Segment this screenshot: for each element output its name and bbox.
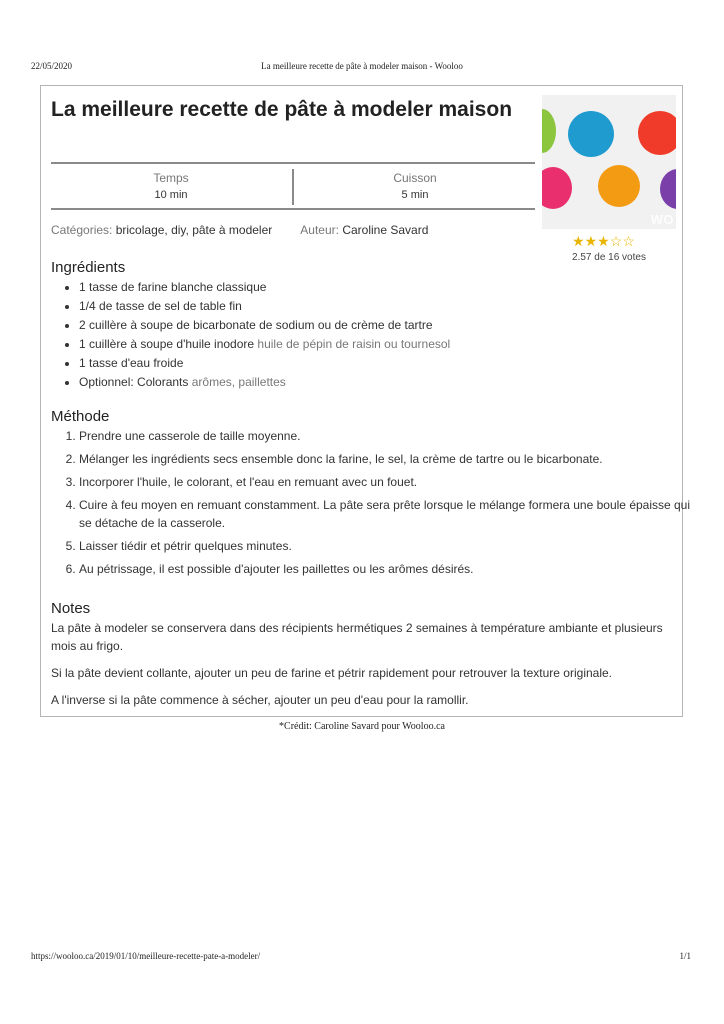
method-step: 1. Prendre une casserole de taille moyenne. <box>79 427 699 445</box>
note-paragraph: Si la pâte devient collante, ajouter un peu de farine et pétrir rapidement pour retrouver la texture originale. <box>51 666 612 680</box>
star-filled-icon[interactable]: ★ <box>572 233 585 249</box>
cook-time <box>295 164 535 201</box>
recipe-meta <box>51 223 428 237</box>
prep-time-label: Temps <box>153 171 189 185</box>
prep-time-value: 10 min <box>154 189 188 201</box>
cook-time-label: Cuisson <box>393 171 437 185</box>
ingredients-list <box>51 278 689 392</box>
ingredient-note: arômes, paillettes <box>188 375 286 389</box>
recipe-photo <box>542 95 676 229</box>
author-value[interactable]: Caroline Savard <box>342 223 429 237</box>
recipe-times <box>51 162 535 210</box>
notes-body <box>51 619 666 718</box>
star-filled-icon[interactable]: ★ <box>597 233 610 249</box>
ingredient-item: • 1/4 de tasse de sel de table fin <box>79 297 689 316</box>
playdough-ball-blue <box>568 111 614 157</box>
ingredient-item: • 1 cuillère à soupe d'huile inodore huile de pépin de raisin ou tournesol <box>79 335 689 354</box>
method-heading: Méthode <box>51 408 110 425</box>
method-step: 5. Laisser tiédir et pétrir quelques minutes. <box>79 537 699 555</box>
cook-time-value: 5 min <box>401 189 429 201</box>
times-divider <box>292 169 294 205</box>
star-filled-icon[interactable]: ★ <box>584 233 598 249</box>
ingredient-item: • 2 cuillère à soupe de bicarbonate de sodium ou de crème de tartre <box>79 316 689 335</box>
method-step: 3. Incorporer l'huile, le colorant, et l'eau en remuant avec un fouet. <box>79 473 699 491</box>
playdough-ball-green <box>542 109 556 153</box>
method-step: 4. Cuire à feu moyen en remuant constamment. La pâte sera prête lorsque le mélange formera une boule épaisse qui se détache de la casserole. <box>79 496 699 532</box>
method-step: 2. Mélanger les ingrédients secs ensemble donc la farine, le sel, la crème de tartre ou le bicarbonate. <box>79 450 699 468</box>
playdough-ball-orange <box>598 165 640 207</box>
ingredients-heading: Ingrédients <box>51 259 126 276</box>
prep-time <box>51 164 291 201</box>
method-step: 6. Au pétrissage, il est possible d'ajouter les paillettes ou les arômes désirés. <box>79 560 699 578</box>
star-empty-icon[interactable]: ☆ <box>622 233 635 249</box>
playdough-ball-pink <box>542 167 572 209</box>
categories-label: Catégories: <box>51 223 113 237</box>
ingredient-item: • 1 tasse de farine blanche classique <box>79 278 689 297</box>
print-url: https://wooloo.ca/2019/01/10/meilleure-recette-pate-a-modeler/ <box>31 951 261 961</box>
photo-watermark: WO <box>650 212 674 227</box>
rating-stars[interactable] <box>572 233 635 249</box>
playdough-ball-red <box>638 111 676 155</box>
note-paragraph: La pâte à modeler se conservera dans des récipients hermétiques 2 semaines à température ambiante et plusieurs mois au frigo. <box>51 621 663 653</box>
ingredient-item: • 1 tasse d'eau froide <box>79 354 689 373</box>
ingredient-item: • Optionnel: Colorants arômes, paillettes <box>79 373 689 392</box>
print-page-title: La meilleure recette de pâte à modeler maison - Wooloo <box>261 61 463 71</box>
note-paragraph: A l'inverse si la pâte commence à sécher, ajouter un peu d'eau pour la ramollir. <box>51 693 469 707</box>
rating-text: 2.57 de 16 votes <box>572 252 646 263</box>
playdough-ball-purple <box>660 169 676 209</box>
author-label: Auteur: <box>300 223 339 237</box>
ingredient-note: huile de pépin de raisin ou tournesol <box>254 337 451 351</box>
star-empty-icon[interactable]: ☆ <box>609 233 623 249</box>
photo-credit: *Crédit: Caroline Savard pour Wooloo.ca <box>279 721 445 732</box>
print-page-number: 1/1 <box>679 951 691 961</box>
method-list <box>51 427 699 583</box>
recipe-card <box>40 85 691 717</box>
print-date: 22/05/2020 <box>31 61 73 71</box>
notes-heading: Notes <box>51 600 91 617</box>
categories-value[interactable]: bricolage, diy, pâte à modeler <box>115 223 273 237</box>
recipe-title: La meilleure recette de pâte à modeler maison <box>51 98 513 121</box>
